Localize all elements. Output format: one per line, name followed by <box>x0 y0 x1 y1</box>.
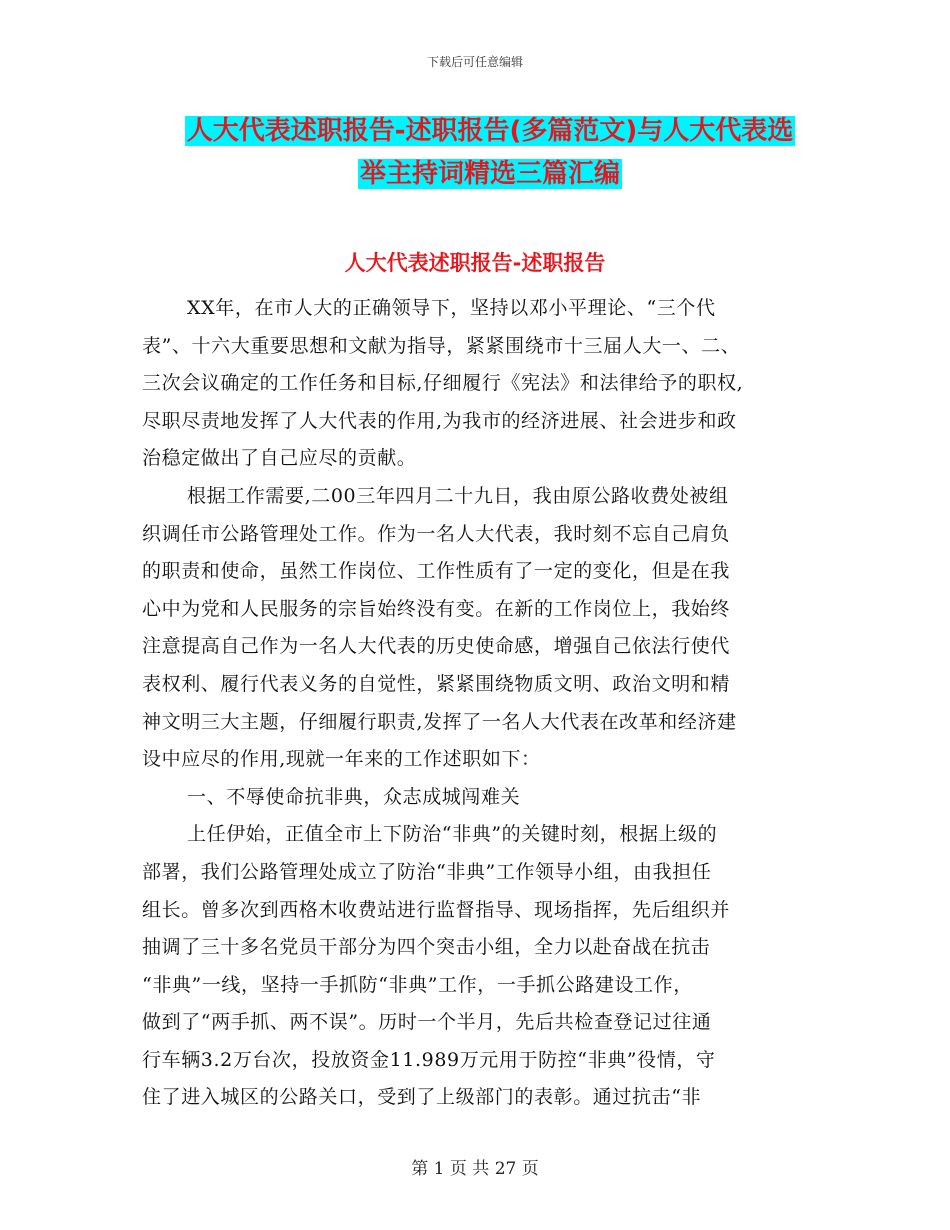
body-line: “非典”一线，坚持一手抓防“非典”工作，一手抓公路建设工作， <box>142 973 693 996</box>
body-line: 表权利、履行代表义务的自觉性，紧紧围绕物质文明、政治文明和精 <box>142 672 731 695</box>
body-heading: 一、不辱使命抗非典，众志成城闯难关 <box>187 785 521 808</box>
body-line: 设中应尽的作用,现就一年来的工作述职如下： <box>142 748 541 771</box>
body-line: 注意提高自己作为一名人大代表的历史使命感，增强自己依法行使代 <box>142 635 731 658</box>
body-line: 心中为党和人民服务的宗旨始终没有变。在新的工作岗位上，我始终 <box>142 597 731 620</box>
body-line: 抽调了三十多名党员干部分为四个突击小组，全力以赴奋战在抗击 <box>142 936 711 959</box>
body-line: 三次会议确定的工作任务和目标,仔细履行《宪法》和法律给予的职权, <box>142 372 744 395</box>
body-line: 住了进入城区的公路关口，受到了上级部门的表彰。通过抗击“非 <box>142 1086 702 1109</box>
body-line: 组长。曾多次到西格木收费站进行监督指导、现场指挥，先后组织并 <box>142 898 731 921</box>
body-line: XX年，在市人大的正确领导下，坚持以邓小平理论、“三个代 <box>187 297 716 319</box>
body-line: 织调任市公路管理处工作。作为一名人大代表，我时刻不忘自己肩负 <box>142 522 731 545</box>
body-line: 治稳定做出了自己应尽的贡献。 <box>142 447 417 470</box>
page-footer: 第 1 页 共 27 页 <box>411 1159 539 1179</box>
document-title-text-1: 人大代表述职报告-述职报告(多篇范文)与人大代表选 <box>186 116 794 146</box>
body-line: 根据工作需要,二00三年四月二十九日，我由原公路收费处被组 <box>187 484 729 507</box>
page-header-note: 下载后可任意编辑 <box>426 55 523 69</box>
document-title-line-1 <box>140 113 840 149</box>
body-line: 行车辆3.2万台次，投放资金11.989万元用于防控“非典”役情，守 <box>142 1048 716 1071</box>
body-text <box>142 290 807 1117</box>
body-line: 神文明三大主题，仔细履行职责,发挥了一名人大代表在改革和经济建 <box>142 710 737 733</box>
body-line: 上任伊始，正值全市上下防治“非典”的关键时刻，根据上级的 <box>187 823 718 846</box>
body-line: 尽职尽责地发挥了人大代表的作用,为我市的经济进展、社会进步和政 <box>142 409 737 432</box>
body-line: 做到了“两手抓、两不误”。历时一个半月，先后共检查登记过往通 <box>142 1011 712 1034</box>
body-line: 的职责和使命，虽然工作岗位、工作性质有了一定的变化，但是在我 <box>142 560 731 583</box>
body-line: 表”、十六大重要思想和文献为指导，紧紧围绕市十三届人大一、二、 <box>142 334 741 357</box>
document-title-text-2: 举主持词精选三篇汇编 <box>359 159 620 189</box>
body-line: 部署，我们公路管理处成立了防治“非典”工作领导小组，由我担任 <box>142 860 712 883</box>
section-title: 人大代表述职报告-述职报告 <box>344 251 606 275</box>
document-title-line-2 <box>140 156 840 192</box>
